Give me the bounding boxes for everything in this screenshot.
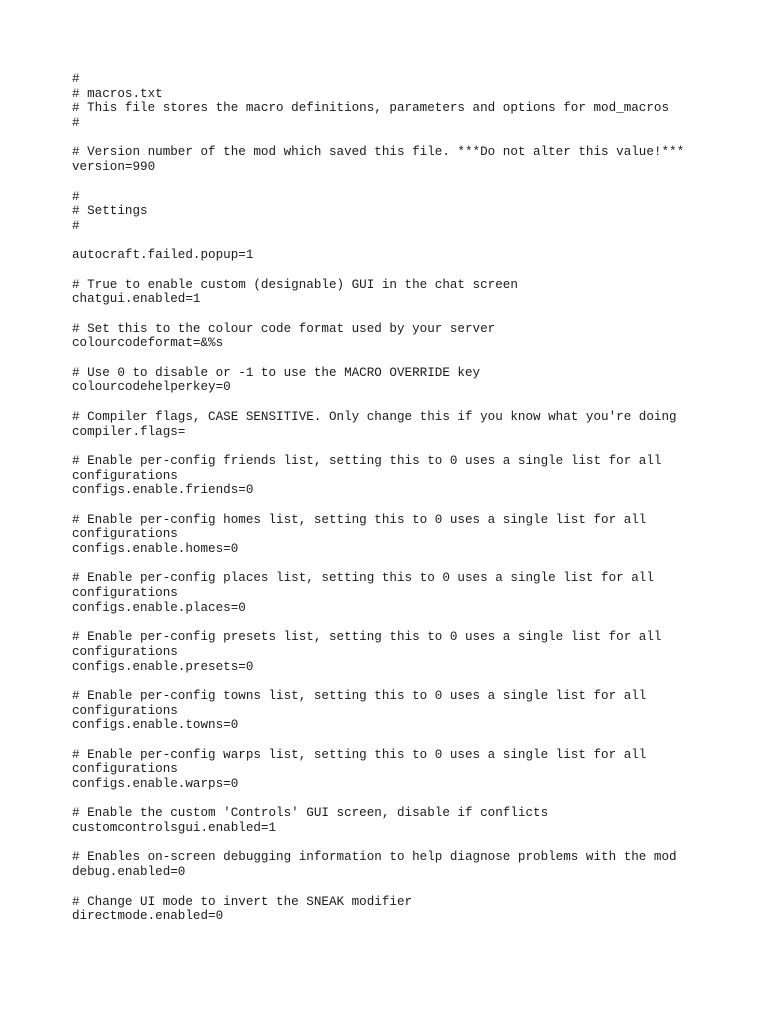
text-line: #: [72, 72, 80, 86]
text-line: colourcodehelperkey=0: [72, 380, 231, 395]
text-line: # Change UI mode to invert the SNEAK modifier: [72, 894, 413, 909]
text-line: configurations: [72, 586, 178, 601]
blank-line: [72, 615, 712, 630]
blank-line: [72, 836, 712, 851]
blank-line: [72, 351, 712, 366]
text-line: directmode.enabled=0: [72, 909, 224, 924]
text-line: configurations: [72, 527, 178, 542]
text-line: # Version number of the mod which saved this file. ***Do not alter this value!***: [72, 145, 685, 160]
text-line: configs.enable.friends=0: [72, 483, 254, 498]
text-line: debug.enabled=0: [72, 865, 186, 880]
text-line: customcontrolsgui.enabled=1: [72, 821, 277, 836]
text-line: # Enable per-config presets list, setting this to 0 uses a single list for all: [72, 630, 662, 645]
text-line: # Enables on-screen debugging information to help diagnose problems with the mod: [72, 850, 677, 865]
blank-line: [72, 234, 712, 249]
text-line: # Enable per-config warps list, setting this to 0 uses a single list for all: [72, 747, 647, 762]
text-line: #: [72, 218, 80, 233]
text-line: # This file stores the macro definitions, parameters and options for mod_macros: [72, 101, 670, 116]
text-line: # Settings: [72, 204, 148, 219]
text-line: configs.enable.homes=0: [72, 542, 239, 556]
text-line: # macros.txt: [72, 86, 163, 101]
text-line: configs.enable.places=0: [72, 600, 246, 615]
text-line: # Enable the custom 'Controls' GUI screen, disable if conflicts: [72, 806, 549, 821]
blank-line: [72, 792, 712, 807]
text-line: colourcodeformat=&%s: [72, 336, 224, 351]
text-line: # True to enable custom (designable) GUI in the chat screen: [72, 277, 518, 292]
blank-line: [72, 880, 712, 895]
text-line: # Enable per-config towns list, setting this to 0 uses a single list for all: [72, 688, 647, 703]
text-line: # Compiler flags, CASE SENSITIVE. Only change this if you know what you're doing: [72, 409, 677, 424]
text-line: compiler.flags=: [72, 424, 186, 439]
text-line: version=990: [72, 160, 156, 175]
text-line: # Enable per-config friends list, setting this to 0 uses a single list for all: [72, 453, 662, 468]
text-line: configurations: [72, 703, 178, 718]
blank-line: [72, 307, 712, 322]
text-line: configurations: [72, 468, 178, 483]
blank-line: [72, 674, 712, 689]
text-line: # Set this to the colour code format used by your server: [72, 321, 496, 336]
text-line: # Enable per-config places list, setting this to 0 uses a single list for all: [72, 571, 654, 586]
text-line: # Enable per-config homes list, setting this to 0 uses a single list for all: [72, 512, 647, 527]
blank-line: [72, 395, 712, 410]
text-line: configs.enable.presets=0: [72, 659, 254, 674]
blank-line: [72, 733, 712, 748]
text-line: # Use 0 to disable or -1 to use the MACRO OVERRIDE key: [72, 365, 481, 380]
text-line: configurations: [72, 762, 178, 777]
text-line: #: [72, 189, 80, 204]
text-line: chatgui.enabled=1: [72, 292, 201, 307]
text-line: configs.enable.towns=0: [72, 718, 239, 733]
text-line: #: [72, 116, 80, 131]
blank-line: [72, 175, 712, 190]
blank-line: [72, 439, 712, 454]
document-page: [72, 72, 712, 924]
blank-line: [72, 498, 712, 513]
text-line: autocraft.failed.popup=1: [72, 248, 254, 263]
text-line: configurations: [72, 644, 178, 659]
blank-line: [72, 131, 712, 146]
blank-line: [72, 263, 712, 278]
blank-line: [72, 557, 712, 572]
text-line: configs.enable.warps=0: [72, 777, 239, 791]
